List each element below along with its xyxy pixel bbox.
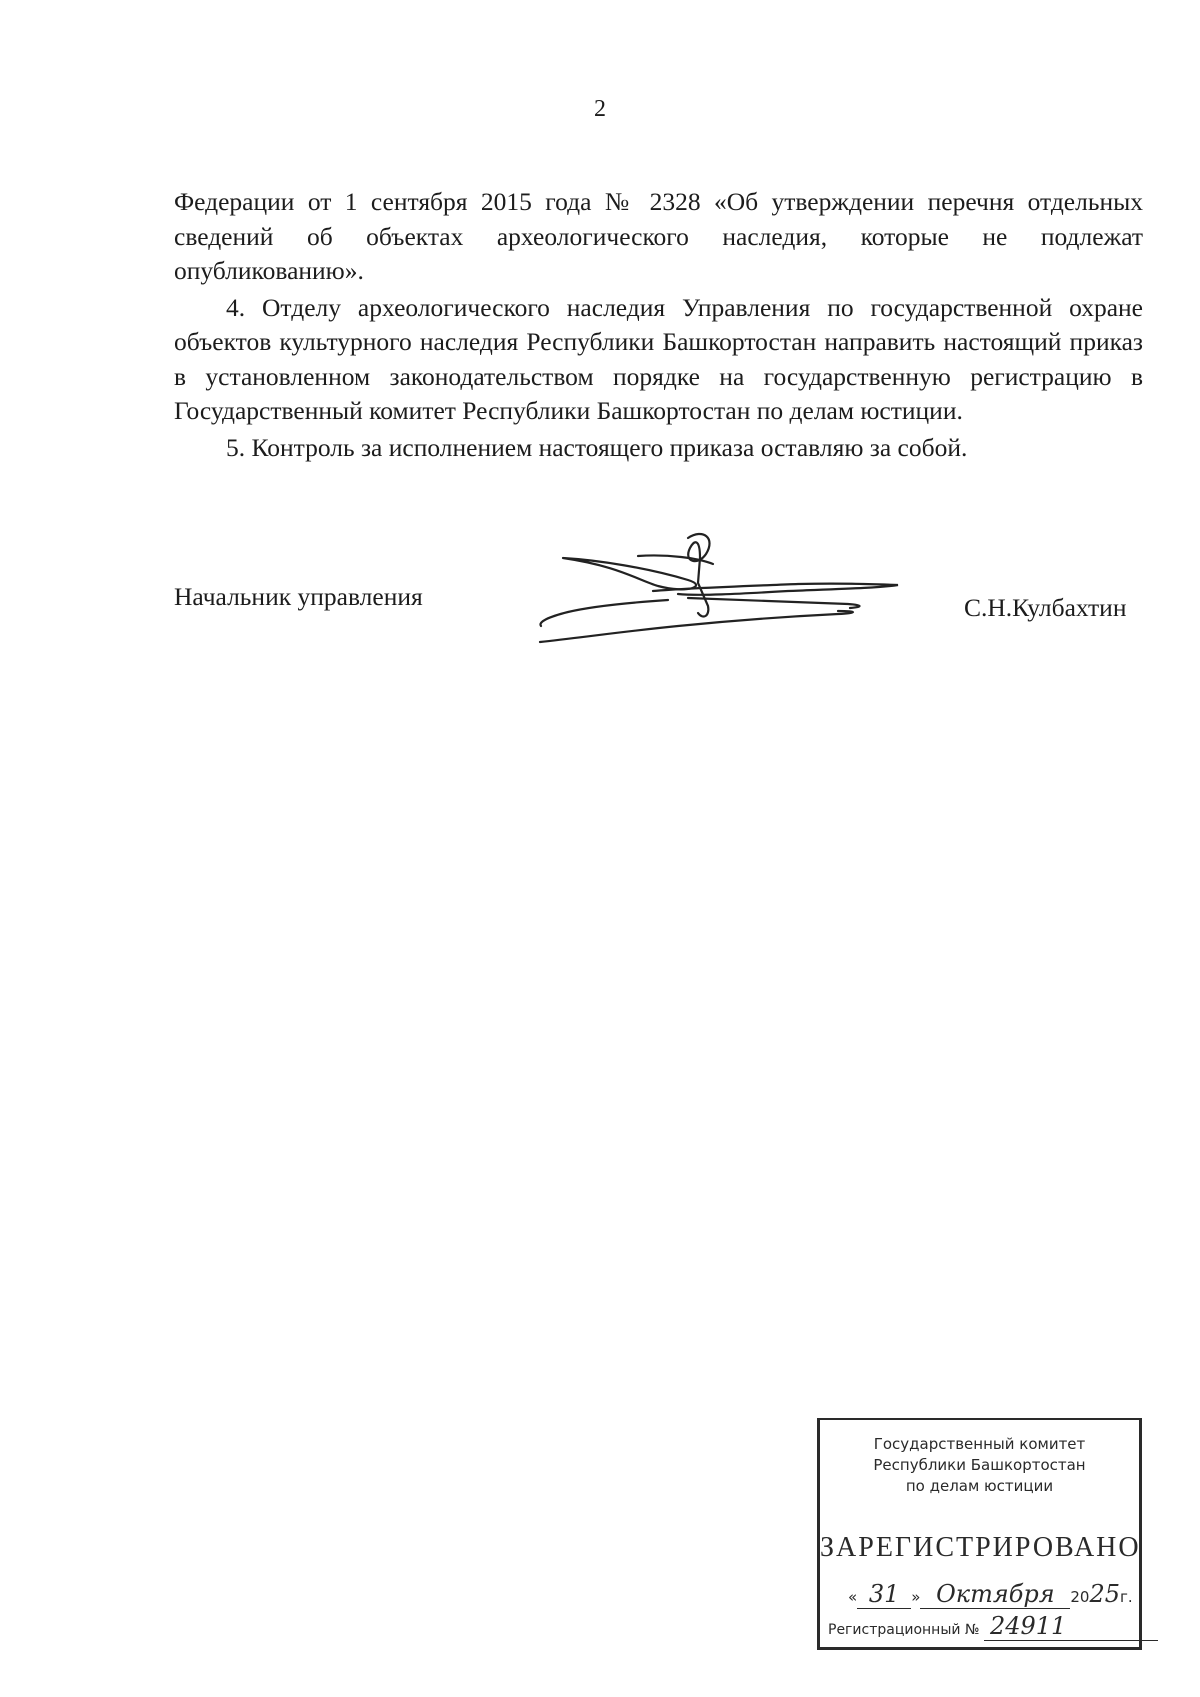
date-year-unit: г. <box>1120 1588 1133 1606</box>
date-open-quote: « <box>848 1588 858 1606</box>
stamp-org-line: Государственный комитет <box>873 1435 1086 1453</box>
stamp-org-line: по делам юстиции <box>905 1477 1054 1495</box>
date-close-quote: » <box>911 1588 921 1606</box>
paragraph-item-4: 4. Отделу археологического наследия Управления по государственной охране объектов культурного наследия Республики Башкортостан направить настоящий приказ в установленном законодательством порядке на государственную регистрацию в Государственный комитет Республики Башкортостан по делам юстиции. <box>174 292 1143 425</box>
paragraph-continuation: Федерации от 1 сентября 2015 года № 2328 «Об утверждении перечня отдельных сведений об объектах археологического наследия, которые не подлежат опубликованию». <box>174 187 1143 285</box>
date-year-prefix: 20 <box>1070 1588 1090 1606</box>
paragraph-item-5: 5. Контроль за исполнением настоящего приказа оставляю за собой. <box>226 432 968 462</box>
stamp-date <box>848 1580 1131 1609</box>
stamp-org-line: Республики Башкортостан <box>873 1456 1086 1474</box>
document-body <box>174 185 1143 465</box>
page-number: 2 <box>594 96 606 122</box>
stamp-title: ЗАРЕГИСТРИРОВАНО <box>820 1532 1141 1563</box>
stamp-registration <box>828 1612 1135 1641</box>
date-month: Октября <box>920 1580 1070 1609</box>
stamp-organization <box>820 1434 1139 1497</box>
signatory-position: Начальник управления <box>174 582 423 611</box>
date-year-suffix: 25 <box>1089 1580 1121 1608</box>
handwritten-signature <box>538 528 918 648</box>
signatory-name: С.Н.Кулбахтин <box>964 593 1127 622</box>
registration-label: Регистрационный № <box>828 1622 980 1638</box>
registration-number: 24911 <box>984 1612 1158 1641</box>
registration-stamp <box>817 1418 1142 1650</box>
date-day: 31 <box>857 1580 911 1609</box>
